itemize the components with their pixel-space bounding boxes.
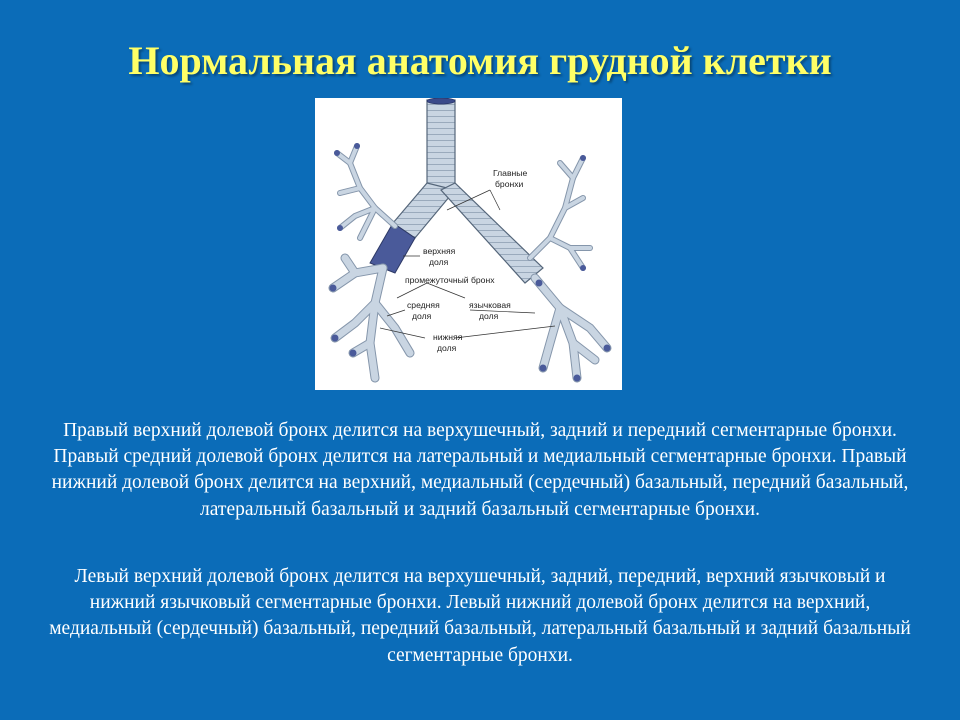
label-lingular-2: доля <box>479 311 499 321</box>
label-middle-lobe-2: доля <box>412 311 432 321</box>
paragraph-left-bronchi: Левый верхний долевой бронх делится на верхушечный, задний, передний, верхний язычковый и нижний язычковый сегментарные бронхи. Левый нижний долевой бронх делится на верхний, медиальный (сердечный) базальный, передний базальный, латеральный базальный и задний базальный сегментарные бронхи. <box>49 566 911 666</box>
label-upper-lobe-2: доля <box>429 257 449 267</box>
trachea-opening <box>427 98 455 104</box>
label-intermediate-bronchus: промежуточный бронх <box>405 275 495 285</box>
label-main-bronchi-1: Главные <box>493 168 528 178</box>
label-middle-lobe-1: средняя <box>407 300 440 310</box>
slide-title: Нормальная анатомия грудной клетки <box>128 38 832 83</box>
label-lower-lobe-2: доля <box>437 343 457 353</box>
trachea <box>427 98 455 190</box>
left-main-bronchus <box>441 183 543 283</box>
bronchial-tree-diagram <box>315 98 622 390</box>
label-main-bronchi-2: бронхи <box>495 179 524 189</box>
bronchial-tree-figure <box>315 98 622 390</box>
label-upper-lobe-1: верхняя <box>423 246 456 256</box>
label-lower-lobe-1: нижняя <box>433 332 463 342</box>
label-lingular-1: язычковая <box>469 300 511 310</box>
paragraph-right-bronchi: Правый верхний долевой бронх делится на верхушечный, задний и передний сегментарные бронхи. Правый средний долевой бронх делится на латеральный и медиальный сегментарные бронхи. Правый нижний долевой бронх делится на верхний, медиальный (сердечный) базальный, передний базальный, латеральный базальный и задний базальный сегментарные бронхи. <box>51 420 909 520</box>
